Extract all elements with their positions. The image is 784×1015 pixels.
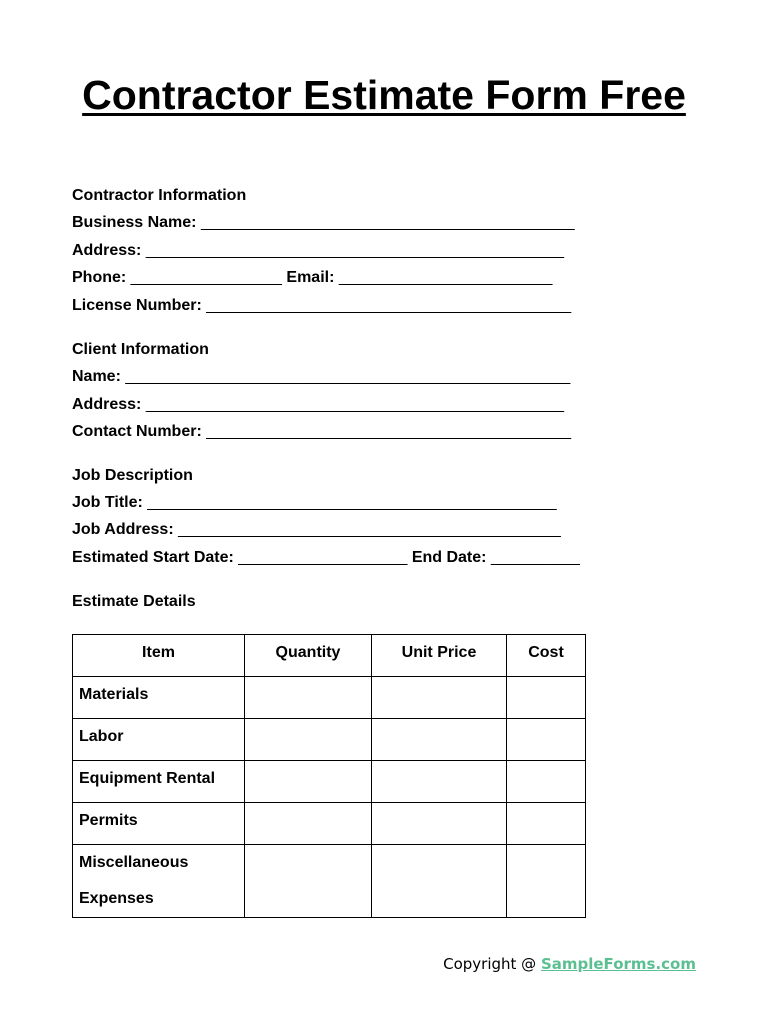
client-name-label: Name: bbox=[72, 368, 121, 385]
page-title: Contractor Estimate Form Free bbox=[82, 72, 686, 118]
phone-email-row bbox=[72, 268, 552, 288]
table-row bbox=[73, 677, 586, 719]
row-item-label: Miscellaneous Expenses bbox=[73, 845, 245, 918]
column-header-quantity: Quantity bbox=[245, 635, 372, 677]
contact-number-row bbox=[72, 422, 571, 442]
quantity-cell[interactable] bbox=[245, 761, 372, 803]
client-address-label: Address: bbox=[72, 396, 142, 413]
client-name-row bbox=[72, 367, 570, 387]
contractor-heading: Contractor Information bbox=[72, 187, 247, 204]
cost-cell[interactable] bbox=[507, 845, 586, 918]
quantity-cell[interactable] bbox=[245, 845, 372, 918]
client-address-row bbox=[72, 395, 564, 415]
table-row bbox=[73, 845, 586, 918]
cost-cell[interactable] bbox=[507, 803, 586, 845]
client-name-field[interactable]: __________________________________________________ bbox=[125, 368, 571, 385]
contractor-address-field[interactable]: _______________________________________________ bbox=[145, 242, 565, 259]
brand-link[interactable]: SampleForms.com bbox=[540, 955, 696, 973]
row-item-label: Permits bbox=[73, 803, 245, 845]
quantity-cell[interactable] bbox=[245, 803, 372, 845]
column-header-unit-price: Unit Price bbox=[372, 635, 507, 677]
estimate-heading: Estimate Details bbox=[72, 593, 196, 610]
cost-cell[interactable] bbox=[507, 719, 586, 761]
job-title-label: Job Title: bbox=[72, 494, 143, 511]
table-header-row bbox=[73, 635, 586, 677]
job-address-row bbox=[72, 520, 561, 540]
job-title-field[interactable]: ______________________________________________ bbox=[147, 494, 557, 511]
unit-price-cell[interactable] bbox=[372, 761, 507, 803]
job-title-row bbox=[72, 493, 557, 513]
row-item-label: Equipment Rental bbox=[73, 761, 245, 803]
dates-row bbox=[72, 548, 580, 568]
start-date-label: Estimated Start Date: bbox=[72, 549, 234, 566]
job-address-label: Job Address: bbox=[72, 521, 174, 538]
license-row bbox=[72, 296, 571, 316]
contractor-address-row bbox=[72, 241, 564, 261]
table-row bbox=[73, 803, 586, 845]
quantity-cell[interactable] bbox=[245, 719, 372, 761]
table-row bbox=[73, 719, 586, 761]
phone-label: Phone: bbox=[72, 269, 127, 286]
unit-price-cell[interactable] bbox=[372, 719, 507, 761]
license-field[interactable]: _________________________________________ bbox=[206, 297, 572, 314]
business-name-row bbox=[72, 213, 575, 233]
contact-number-label: Contact Number: bbox=[72, 423, 202, 440]
row-item-label: Labor bbox=[73, 719, 245, 761]
table-row bbox=[73, 761, 586, 803]
copyright-footer bbox=[443, 955, 696, 973]
end-date-field[interactable]: __________ bbox=[490, 549, 580, 566]
contact-number-field[interactable]: _________________________________________ bbox=[206, 423, 572, 440]
client-address-field[interactable]: _______________________________________________ bbox=[145, 396, 565, 413]
email-label: Email: bbox=[286, 269, 335, 286]
copyright-text: Copyright @ bbox=[443, 955, 541, 973]
cost-cell[interactable] bbox=[507, 761, 586, 803]
license-label: License Number: bbox=[72, 297, 202, 314]
column-header-cost: Cost bbox=[507, 635, 586, 677]
start-date-field[interactable]: ___________________ bbox=[238, 549, 408, 566]
row-item-label: Materials bbox=[73, 677, 245, 719]
job-address-field[interactable]: ___________________________________________ bbox=[178, 521, 561, 538]
estimate-table bbox=[72, 634, 586, 918]
email-field[interactable]: ________________________ bbox=[338, 269, 553, 286]
job-heading: Job Description bbox=[72, 467, 193, 484]
column-header-item: Item bbox=[73, 635, 245, 677]
unit-price-cell[interactable] bbox=[372, 677, 507, 719]
business-name-label: Business Name: bbox=[72, 214, 197, 231]
contractor-address-label: Address: bbox=[72, 242, 142, 259]
end-date-label: End Date: bbox=[411, 549, 487, 566]
unit-price-cell[interactable] bbox=[372, 803, 507, 845]
unit-price-cell[interactable] bbox=[372, 845, 507, 918]
phone-field[interactable]: _________________ bbox=[130, 269, 282, 286]
quantity-cell[interactable] bbox=[245, 677, 372, 719]
business-name-field[interactable]: __________________________________________ bbox=[200, 214, 575, 231]
cost-cell[interactable] bbox=[507, 677, 586, 719]
client-heading: Client Information bbox=[72, 341, 209, 358]
